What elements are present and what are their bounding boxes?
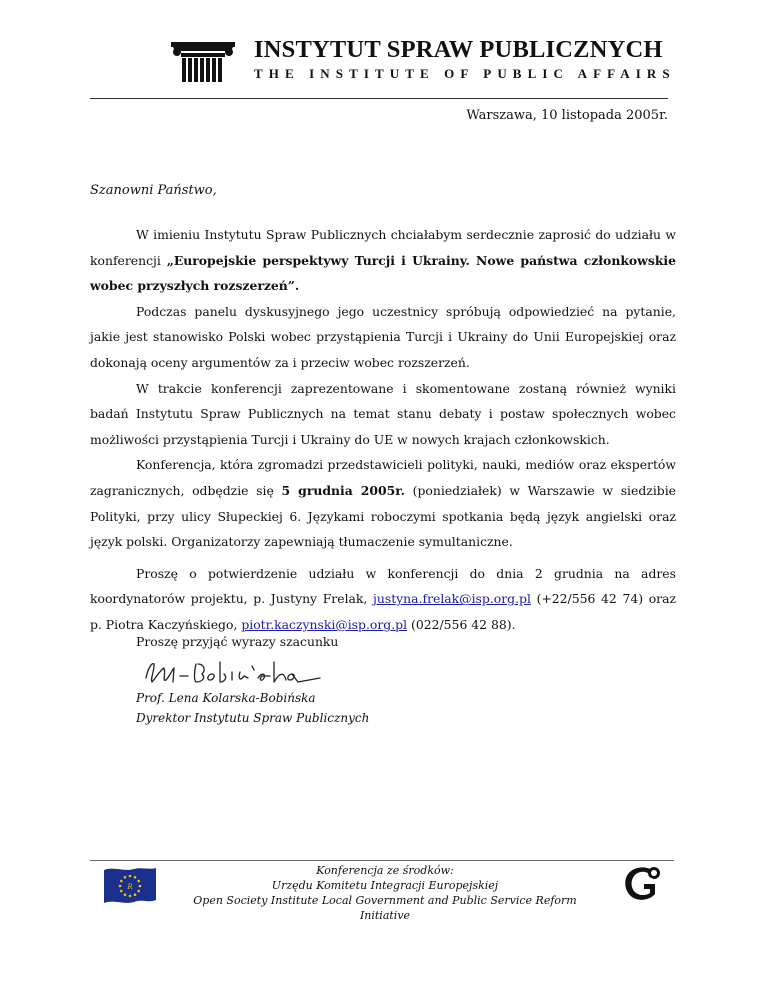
invitation-text: W imieniu Instytutu Spraw Publicznych chciałabym serdecznie zaprosić do udziału w konferencji: [90, 227, 676, 268]
funding-note: [170, 863, 600, 923]
footer-divider: [90, 860, 674, 861]
handwritten-signature: [140, 656, 326, 688]
conference-date: 5 grudnia 2005r.: [281, 482, 405, 498]
funding-line-1: Konferencja ze środków:: [316, 864, 454, 877]
confirmation-text-c: (022/556 42 88).: [407, 616, 516, 632]
osi-logo-icon: [622, 864, 664, 902]
letter-body: [90, 222, 676, 638]
details-text-a: Konferencja, która zgromadzi przedstawicieli polityki, nauki, mediów oraz ekspertów zagranicznych, odbędzie się: [90, 457, 676, 498]
confirmation-text-b: (+22/556 42 74) oraz p. Piotra Kaczyńskiego,: [90, 591, 676, 632]
signer-name: Prof. Lena Kolarska-Bobińska: [136, 691, 316, 705]
column-capital-icon: [171, 41, 235, 83]
paragraph-invitation: [90, 222, 676, 299]
signer-block: [136, 688, 369, 728]
letter-date: Warszawa, 10 listopada 2005r.: [466, 108, 668, 123]
salutation: Szanowni Państwo,: [90, 183, 217, 198]
paragraph-panel: Podczas panelu dyskusyjnego jego uczestnicy spróbują odpowiedzieć na pytanie, jakie jest stanowisko Polski wobec przystąpienia Turcji i Ukrainy do Unii Europejskiej oraz dokonają oceny argumentów za i przeciw wobec rozszerzeń.: [90, 303, 676, 370]
email-link-kaczynski[interactable]: piotr.kaczynski@isp.org.pl: [241, 616, 408, 632]
paragraph-details: [90, 452, 676, 554]
email-link-frelak[interactable]: justyna.frelak@isp.org.pl: [373, 591, 531, 607]
paragraph-results: W trakcie konferencji zaprezentowane i skomentowane zostaną również wyniki badań Instytutu Spraw Publicznych na temat stanu debaty i postaw społecznych wobec możliwości przystąpienia Turcji i Ukrainy do UE w nowych krajach członkowskich.: [90, 380, 676, 447]
eu-flag-icon: [102, 866, 158, 906]
confirmation-text-a: Proszę o potwierdzenie udziału w konferencji do dnia 2 grudnia na adres koordynatorów projektu, p. Justyny Frelak,: [90, 565, 676, 607]
details-text-b: (poniedziałek) w Warszawie w siedzibie Polityki, przy ulicy Słupeckiej 6. Językami roboczymi spotkania będą język angielski oraz język polski. Organizatorzy zapewniają tłumaczenie symultaniczne.: [90, 482, 677, 550]
conference-title: „Europejskie perspektywy Turcji i Ukrainy. Nowe państwa członkowskie wobec przyszłych rozszerzeń”.: [90, 252, 676, 294]
closing-line: Proszę przyjąć wyrazy szacunku: [136, 634, 339, 649]
svg-text:R: R: [127, 883, 133, 891]
signer-title: Dyrektor Instytutu Spraw Publicznych: [136, 711, 370, 725]
paragraph-confirmation: [90, 561, 676, 638]
funding-line-2: Urzędu Komitetu Integracji Europejskiej: [271, 879, 499, 892]
org-name-english: THE INSTITUTE OF PUBLIC AFFAIRS: [254, 66, 676, 81]
funding-line-3: Open Society Institute Local Government and Public Service Reform Initiative: [193, 894, 577, 922]
org-name: INSTYTUT SPRAW PUBLICZNYCH: [254, 36, 663, 63]
header-divider: [90, 98, 668, 99]
